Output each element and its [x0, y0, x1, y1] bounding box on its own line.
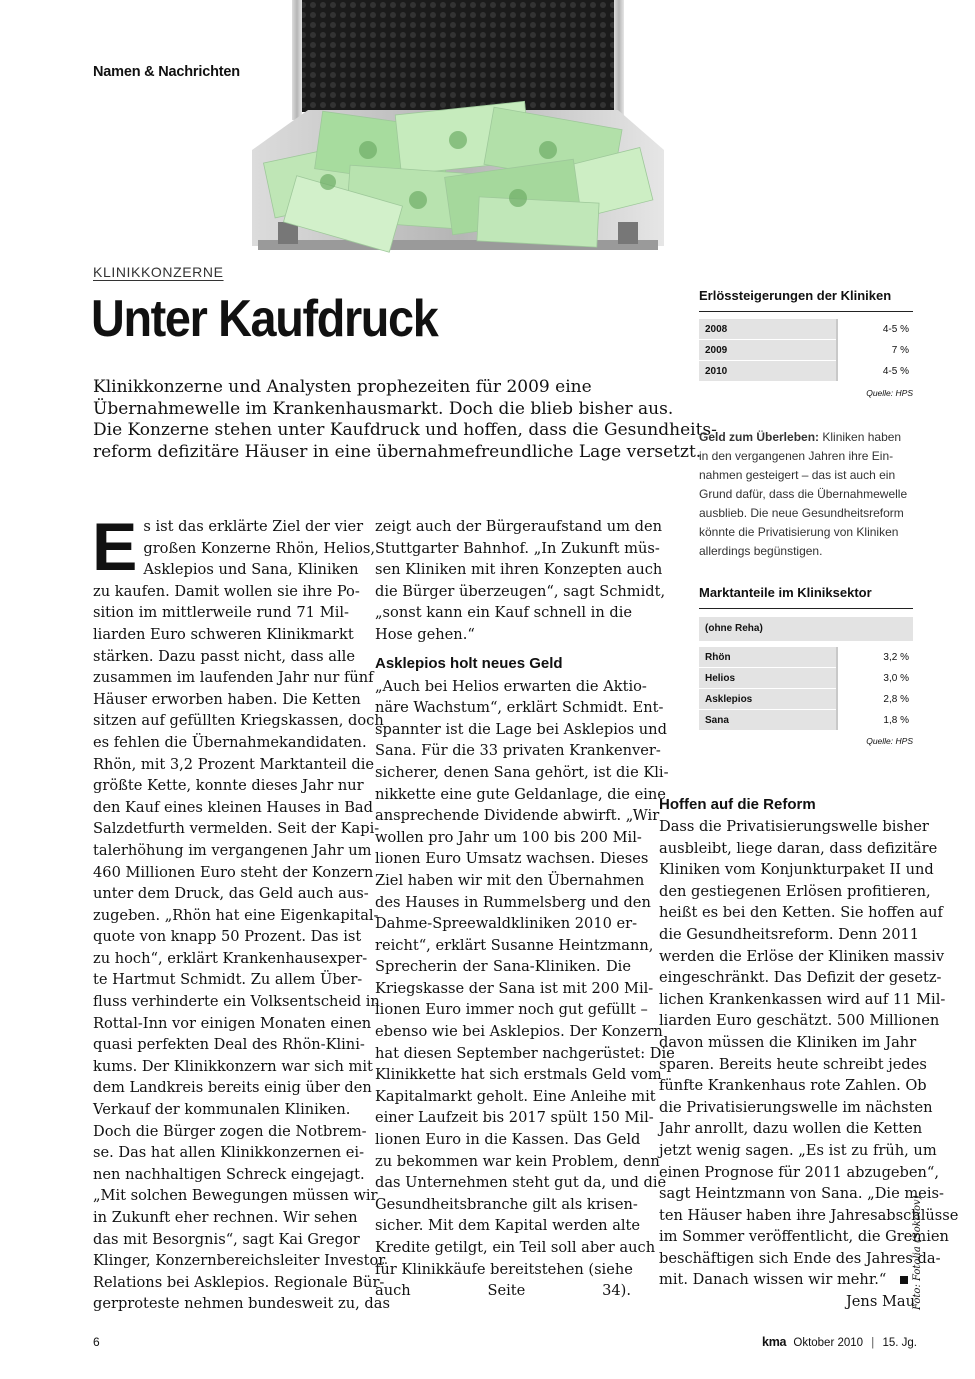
hero-image: [248, 0, 668, 258]
row-label: Sana: [699, 710, 837, 731]
subhead-reform: Hoffen auf die Reform: [659, 796, 816, 813]
caption-line: in den vergangenen Jahren ihre Ein-: [699, 449, 894, 463]
text-line: sen Kliniken mit ihren Konzepten auch: [375, 561, 663, 579]
text-line: zu kaufen. Damit wollen sie ihre Po-: [93, 582, 360, 600]
text-line: stärken. Dazu passt nicht, dass alle: [93, 647, 355, 665]
text-line: im Sommer veröffentlicht, die Gremien: [659, 1228, 949, 1246]
text-line: liarden Euro geschätzt. 500 Millionen: [659, 1012, 940, 1030]
text-line: reicht“, erklärt Susanne Heintzmann,: [375, 936, 654, 954]
text-line: se. Das hat allen Klinikkonzernen ei-: [93, 1144, 365, 1162]
text-line: lionen Euro in die Kassen. Das Geld: [375, 1131, 641, 1149]
text-line: fluss verhinderte ein Volksentscheid in: [93, 993, 380, 1011]
caption-bold: Geld zum Überleben:: [699, 430, 820, 444]
market-share-row: [699, 710, 937, 731]
magazine-logo: kma: [762, 1335, 787, 1349]
text-line: ebenso wie bei Asklepios. Der Konzern: [375, 1023, 663, 1041]
text-line: den gestiegenen Erlösen profitieren,: [659, 882, 931, 900]
text-line: ten Häuser haben ihre Jahresabschlüsse: [659, 1206, 959, 1224]
author: Jens Mau: [845, 1293, 915, 1311]
row-value: 4-5 %: [837, 319, 937, 340]
divider: [699, 608, 913, 609]
text-line: eingeschränkt. Das Defizit der gesetz-: [659, 969, 942, 987]
row-value: 7 %: [837, 340, 937, 361]
text-line: lichen Krankenkassen wird auf 11 Mil-: [659, 990, 946, 1008]
text-line: Doch die Bürger zogen die Notbrem-: [93, 1122, 367, 1140]
text-line: quasi perfekten Deal des Rhön-Klini-: [93, 1036, 365, 1054]
row-value: 2,8 %: [837, 689, 937, 710]
market-share-subtitle: (ohne Reha): [699, 617, 913, 641]
text-line: lionen Euro Umsatz wachsen. Dieses: [375, 850, 649, 868]
text-line: großen Konzerne Rhön, Helios,: [143, 539, 376, 557]
text-line: liarden Euro schweren Klinikmarkt: [93, 625, 354, 643]
text-line: beschäftigen sich Ende des Jahres da-: [659, 1249, 941, 1267]
text-line: ansprechende Dividende abwirft. „Wir: [375, 807, 660, 825]
text-line: das mit Besorgnis“, sagt Kai Gregor: [93, 1230, 360, 1248]
text-line: zugeben. „Rhön hat eine Eigenkapital-: [93, 906, 379, 924]
row-label: 2010: [699, 361, 837, 382]
text-line: näre Wachstum“, erklärt Schmidt. Ent-: [375, 699, 664, 717]
text-line: davon müssen die Kliniken im Jahr: [659, 1033, 917, 1051]
text-line: Hose gehen.“: [375, 625, 475, 643]
lead-line: Die Konzerne stehen unter Kaufdruck und hoffen, dass die Gesundheits-: [93, 420, 717, 440]
text-line: „sonst kann ein Kauf schnell in die: [375, 604, 633, 622]
revenue-table-title: Erlössteigerungen der Kliniken: [699, 288, 892, 303]
caption-line: nahmen gesteigert – das ist auch ein: [699, 468, 896, 482]
text-line: Sana. Für die 33 privaten Krankenver-: [375, 742, 661, 760]
text-line: nen nachhaltigen Schreck eingejagt.: [93, 1165, 365, 1183]
market-share-row: [699, 689, 937, 710]
body-column-1: [92, 509, 390, 1315]
text-line: sicher. Mit dem Kapital werden alte: [375, 1217, 641, 1235]
market-share-row: [699, 668, 937, 689]
text-line: Sprecherin der Sana-Kliniken. Die: [375, 958, 631, 976]
text-line: Jahr anrollt, dazu wollen die Ketten: [659, 1120, 923, 1138]
footer-info: [762, 1335, 917, 1349]
revenue-table-source: Quelle: HPS: [866, 388, 913, 398]
text-line: Kriegskasse der Sana ist mit 200 Mil-: [375, 979, 654, 997]
text-line: gerproteste nehmen bundesweit zu, das: [93, 1295, 390, 1313]
text-line: größte Kette, konnte dieses Jahr nur: [93, 777, 364, 795]
text-line: Klinikkette hat sich erstmals Geld vom: [375, 1066, 662, 1084]
market-share-source: Quelle: HPS: [866, 736, 913, 746]
text-line: Häuser erworben haben. Die Ketten: [93, 690, 361, 708]
text-line: Salzdetfurth vermelden. Seit der Kapi-: [93, 820, 380, 838]
kicker: KLINIKKONZERNE: [93, 264, 224, 280]
lead-line: Klinikkonzerne und Analysten prophezeiten für 2009 eine: [93, 377, 592, 397]
text-line: lionen Euro immer noch gut gefüllt –: [375, 1001, 648, 1019]
caption-text: Kliniken haben: [819, 430, 902, 444]
text-line: heißt es bei den Ketten. Sie hoffen auf: [659, 904, 943, 922]
text-line: Klinger, Konzernbereichsleiter Investor: [93, 1252, 386, 1270]
text-line: Rhön, mit 3,2 Prozent Marktanteil die: [93, 755, 375, 773]
caption-line: [699, 428, 913, 447]
column-2-lines-b: [375, 676, 675, 1302]
revenue-row: [699, 319, 937, 340]
text-line: Kredite getilgt, ein Teil soll aber auch: [375, 1239, 656, 1256]
text-line: spannter ist die Lage bei Asklepios und: [375, 720, 667, 738]
text-line: Asklepios und Sana, Kliniken: [143, 561, 359, 579]
photo-caption: [699, 428, 913, 561]
text-line: das Unternehmen steht gut da, und die: [375, 1174, 667, 1192]
row-label: 2008: [699, 319, 837, 340]
divider: [699, 311, 913, 312]
market-share-title: Marktanteile im Kliniksektor: [699, 585, 872, 600]
text-line: sition im mittlerweile rund 71 Mil-: [93, 604, 349, 622]
subhead-asklepios: Asklepios holt neues Geld: [375, 654, 563, 672]
text-line: nikkette eine gute Geldanlage, die eine: [375, 785, 666, 803]
text-line: die Bürger überzeugen“, sagt Schmidt,: [375, 582, 666, 600]
text-line: zu hoch“, erklärt Krankenhausexper-: [93, 949, 368, 967]
text-line: Ziel haben wir mit den Übernahmen: [375, 871, 645, 889]
text-line: Gesundheitsbranche gilt als krisen-: [375, 1195, 638, 1213]
footer-separator: |: [871, 1337, 875, 1349]
body-column-2: [375, 516, 675, 1302]
caption-line: allerdings begünstigen.: [699, 544, 823, 558]
row-value: 4-5 %: [837, 361, 937, 382]
end-mark-icon: [900, 1276, 908, 1284]
text-line: fünfte Krankenhaus rote Zahlen. Ob: [659, 1077, 927, 1095]
text-line: kums. Der Klinikkonzern war sich mit: [93, 1057, 373, 1075]
revenue-row: [699, 340, 937, 361]
text-line: werden die Erlöse der Kliniken massiv: [659, 947, 945, 965]
text-line: es fehlen die Übernahmekandidaten.: [93, 733, 367, 751]
caption-line: ausblieb. Die neue Gesundheitsreform: [699, 506, 904, 520]
text-line: Dass die Privatisierungswelle bisher: [659, 818, 929, 835]
text-line: für Klinikkäufe bereitstehen (siehe: [375, 1260, 633, 1278]
text-line: zu bekommen war kein Problem, denn: [375, 1152, 660, 1170]
text-line: Kapitalmarkt geholt. Eine Anleihe mit: [375, 1087, 656, 1105]
caption-line: Grund dafür, dass die Übernahmewelle: [699, 487, 908, 501]
photo-credit: Foto: Fotolia (Sokolov): [912, 1195, 923, 1310]
issue: Oktober 2010: [793, 1337, 864, 1349]
market-share-table: [699, 647, 937, 730]
text-line: quote von knapp 50 Prozent. Das ist: [93, 928, 362, 946]
row-label: Rhön: [699, 647, 837, 668]
revenue-table: [699, 319, 937, 381]
text-line: hat diesen September nachgerüstet: Die: [375, 1044, 675, 1062]
text-line: ausbleibt, liege daran, dass defizitäre: [659, 839, 938, 857]
text-line: sparen. Bereits heute schreibt jedes: [659, 1055, 927, 1073]
text-line: 460 Millionen Euro steht der Konzern: [93, 863, 374, 881]
row-value: 3,2 %: [837, 647, 937, 668]
text-line: dem Landkreis bereits einig über den: [93, 1079, 372, 1097]
caption-line: könnte die Privatisierung von Kliniken: [699, 525, 899, 539]
text-line: einer Laufzeit bis 2017 spült 150 Mil-: [375, 1109, 654, 1127]
headline: Unter Kaufdruck: [91, 290, 438, 348]
text-line: wollen pro Jahr um 100 bis 200 Mil-: [375, 828, 642, 846]
market-share-row: [699, 647, 937, 668]
lead-paragraph: [93, 377, 717, 463]
text-line: die Gesundheitsreform. Denn 2011: [659, 925, 920, 943]
column-2-lines-a: [375, 516, 666, 646]
lead-line: Übernahmewelle im Krankenhausmarkt. Doch die blieb bisher aus.: [93, 398, 674, 419]
revenue-row: [699, 361, 937, 382]
text-line: sicherer, denen Sana gehört, ist die Kli-: [375, 763, 669, 781]
text-line: Kliniken vom Konjunkturpaket II und: [659, 861, 934, 879]
text-line: in Zukunft eher rechnen. Wir sehen: [93, 1209, 358, 1226]
text-line: s ist das erklärte Ziel der vier: [143, 518, 364, 535]
row-value: 1,8 %: [837, 710, 937, 731]
text-line: den Kauf eines kleinen Hauses in Bad: [93, 798, 373, 816]
row-value: 3,0 %: [837, 668, 937, 689]
text-line: „Mit solchen Bewegungen müssen wir: [93, 1187, 378, 1205]
text-line: talerhöhung im vergangenen Jahr um: [93, 841, 372, 859]
text-line: jetzt wenig sagen. „Es ist zu früh, um: [659, 1141, 937, 1159]
text-line: sitzen auf gefüllten Kriegskassen, doch: [93, 712, 384, 730]
row-label: 2009: [699, 340, 837, 361]
text-line: sagt Heintzmann von Sana. „Die meis-: [659, 1185, 944, 1203]
page-number: 6: [93, 1335, 100, 1349]
text-line: zeigt auch der Bürgeraufstand um den: [375, 518, 662, 535]
column-1-lines: [93, 581, 390, 1315]
section-label: Namen & Nachrichten: [93, 64, 240, 80]
text-line: die Privatisierungswelle im nächsten: [659, 1098, 933, 1116]
text-line: „Auch bei Helios erwarten die Aktio-: [375, 677, 647, 695]
text-line: einen Prognose für 2011 abzugeben“,: [659, 1163, 940, 1181]
text-line: Rottal-Inn vor einigen Monaten einen: [93, 1014, 372, 1032]
lead-line: reform defizitäre Häuser in eine übernahmefreundliche Lage versetzt.: [93, 441, 702, 462]
volume: 15. Jg.: [882, 1337, 917, 1349]
text-line: unter dem Druck, das Geld auch aus-: [93, 885, 369, 903]
text-line: des Hauses in Rummelsberg und den: [375, 893, 651, 911]
text-line: te Hartmut Schmidt. Zu allem Über-: [93, 971, 363, 989]
text-line: zusammen im laufenden Jahr nur fünf: [93, 669, 374, 687]
text-line: Stuttgarter Bahnhof. „In Zukunft müs-: [375, 539, 660, 557]
row-label: Helios: [699, 668, 837, 689]
text-line: Relations bei Asklepios. Regionale Bür-: [93, 1273, 385, 1291]
last-line-text: mit. Danach wissen wir mehr.“: [659, 1271, 887, 1289]
text-line: auch Seite 34).: [375, 1282, 631, 1300]
text-line: Verkauf der kommunalen Kliniken.: [93, 1101, 351, 1119]
drop-cap: E: [92, 509, 138, 585]
last-line: [659, 1269, 915, 1291]
row-label: Asklepios: [699, 689, 837, 710]
text-line: Dahme-Spreewaldkliniken 2010 er-: [375, 915, 638, 933]
